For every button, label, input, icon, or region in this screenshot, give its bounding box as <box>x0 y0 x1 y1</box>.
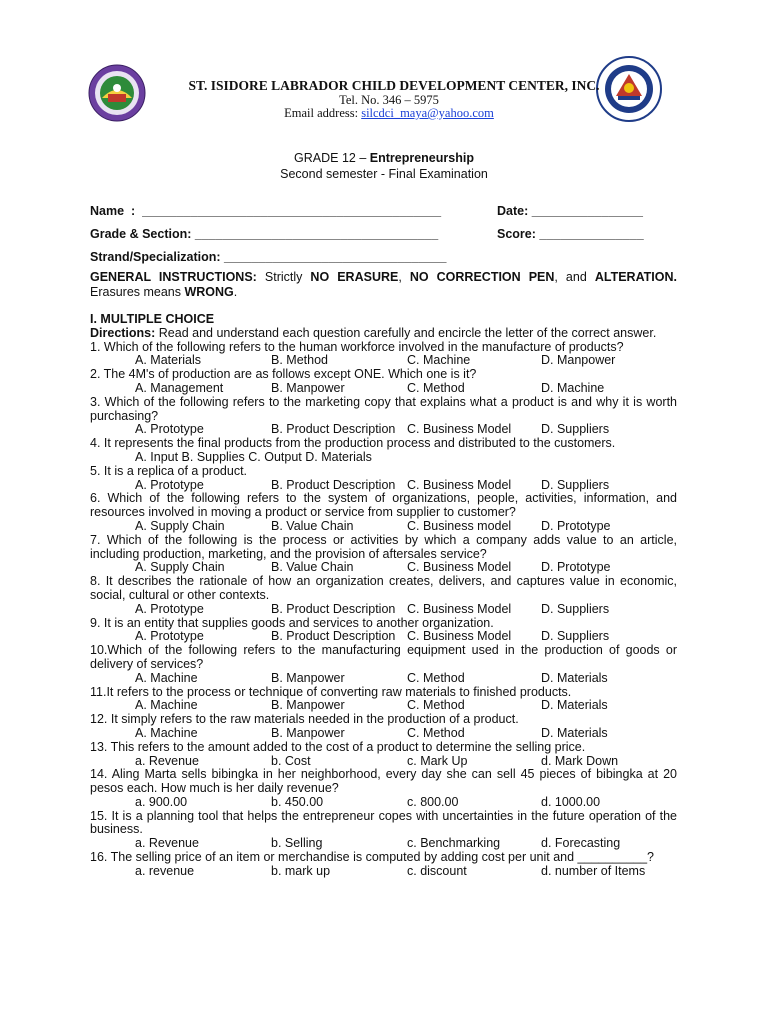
answer-option[interactable]: A. Prototype <box>135 629 204 644</box>
options-row <box>90 672 677 686</box>
answer-option[interactable]: B. Manpower <box>271 670 345 685</box>
answer-option[interactable]: a. Revenue <box>135 836 199 851</box>
answer-option[interactable]: C. Machine <box>407 353 471 368</box>
answer-option[interactable]: C. Business model <box>407 518 512 533</box>
exam-subtitle: Second semester - Final Examination <box>280 167 488 181</box>
answer-option[interactable]: c. 800.00 <box>407 794 459 809</box>
instructions-bold: WRONG <box>184 285 234 299</box>
email-link[interactable]: silcdci_maya@yahoo.com <box>361 106 494 120</box>
answer-option[interactable]: B. Product Description <box>271 477 396 492</box>
options-row <box>90 423 677 437</box>
answer-option[interactable]: D. Manpower <box>541 353 616 368</box>
options-row <box>90 479 677 493</box>
options-row <box>90 354 677 368</box>
question-text: 6. Which of the following refers to the system of organizations, people, activities, information, and resources involved in moving a product or service from supplier to customer? <box>90 491 677 520</box>
answer-option[interactable]: C. Business Model <box>407 601 512 616</box>
answer-option[interactable]: B. Value Chain <box>271 560 354 575</box>
instructions-text: Erasures means <box>90 285 185 299</box>
answer-option[interactable]: d. 1000.00 <box>541 794 601 809</box>
instructions-label: GENERAL INSTRUCTIONS: <box>90 270 257 284</box>
question-text: 10.Which of the following refers to the manufacturing equipment used in the production of goods or delivery of services? <box>90 643 677 671</box>
answer-option[interactable]: B. Value Chain <box>271 518 354 533</box>
options-row <box>90 561 677 575</box>
answer-option[interactable]: D. Suppliers <box>541 601 610 616</box>
question-text: 12. It simply refers to the raw materials needed in the production of a product. <box>90 712 519 727</box>
answer-option[interactable]: B. Manpower <box>271 380 345 395</box>
exam-title <box>0 151 768 165</box>
answer-option[interactable]: a. 900.00 <box>135 794 188 809</box>
grade-label: GRADE 12 – <box>294 151 370 165</box>
answer-option[interactable]: C. Business Model <box>407 560 512 575</box>
answer-option[interactable]: D. Prototype <box>541 560 611 575</box>
answer-option[interactable]: C. Method <box>407 698 465 713</box>
question-text: 2. The 4M's of production are as follows except ONE. Which one is it? <box>90 367 477 382</box>
answer-option[interactable]: C. Business Model <box>407 629 512 644</box>
answer-option[interactable]: A. Supply Chain <box>135 560 225 575</box>
answer-option[interactable]: C. Method <box>407 670 465 685</box>
options-row <box>90 451 677 465</box>
answer-option[interactable]: b. Selling <box>271 836 323 851</box>
answer-option[interactable]: A. Prototype <box>135 477 204 492</box>
options-row <box>90 755 677 769</box>
answer-option[interactable]: d. Mark Down <box>541 753 619 768</box>
instructions-bold: ALTERATION. <box>594 270 677 284</box>
answer-option[interactable]: A. Management <box>135 380 224 395</box>
question-text: 8. It describes the rationale of how an organization creates, delivers, and captures value in economic, social, cultural or other contexts. <box>90 574 677 602</box>
grade-section-field[interactable]: Grade & Section: ___________________________________ <box>90 227 439 241</box>
answer-option[interactable]: B. Product Description <box>271 422 396 437</box>
answer-option[interactable]: A. Machine <box>135 670 198 685</box>
name-field[interactable]: Name : ___________________________________________ <box>90 204 442 218</box>
directions-text: Read and understand each question carefully and encircle the letter of the correct answer. <box>155 325 657 340</box>
answer-option[interactable]: B. Manpower <box>271 725 345 740</box>
options-row <box>90 865 677 879</box>
answer-option[interactable]: b. 450.00 <box>271 794 324 809</box>
answer-option[interactable]: C. Method <box>407 380 465 395</box>
exam-content <box>90 313 677 879</box>
answer-option[interactable]: D. Suppliers <box>541 477 610 492</box>
answer-option[interactable]: D. Materials <box>541 698 608 713</box>
question-text: 11.It refers to the process or technique of converting raw materials to finished products. <box>90 684 572 699</box>
instructions-text: , <box>398 270 410 284</box>
answer-option[interactable]: D. Prototype <box>541 518 611 533</box>
question-text: 3. Which of the following refers to the marketing copy that explains what a product is and why it is worth purchasing? <box>90 394 677 423</box>
question-text: 14. Aling Marta sells bibingka in her neighborhood, every day she can sell 45 pieces of bibingka at 20 pesos each. How much is her daily revenue? <box>90 767 677 796</box>
directions <box>90 327 677 341</box>
question-text: 15. It is a planning tool that helps the entrepreneur copes with uncertainties in the future operation of the business. <box>90 808 677 837</box>
answer-option[interactable]: D. Materials <box>541 670 608 685</box>
options-row <box>90 727 677 741</box>
strand-field[interactable]: Strand/Specialization: ________________________________ <box>90 250 447 264</box>
date-field[interactable]: Date: ________________ <box>497 204 643 218</box>
answer-option[interactable]: c. Benchmarking <box>407 836 501 851</box>
instructions-text: Strictly <box>256 270 311 284</box>
telephone: Tel. No. 346 – 5975 <box>339 93 439 107</box>
options-row <box>90 796 677 810</box>
options-row <box>90 520 677 534</box>
options-row <box>90 603 677 617</box>
answer-option[interactable]: D. Materials <box>541 725 608 740</box>
email-label: Email address: <box>284 106 362 120</box>
answer-option[interactable]: b. Cost <box>271 753 311 768</box>
question-text: 13. This refers to the amount added to the cost of a product to determine the selling price. <box>90 739 586 754</box>
answer-option[interactable]: A. Machine <box>135 698 198 713</box>
answer-option[interactable]: d. Forecasting <box>541 836 621 851</box>
instructions-text: . <box>233 285 238 299</box>
options-row <box>90 382 677 396</box>
instructions-bold: NO ERASURE <box>310 270 399 284</box>
answer-option[interactable]: B. Manpower <box>271 698 345 713</box>
question-list <box>90 341 677 879</box>
answer-option[interactable]: c. discount <box>407 863 467 878</box>
email-line <box>5 106 768 121</box>
answer-option[interactable]: a. Revenue <box>135 753 199 768</box>
general-instructions <box>90 270 677 300</box>
question-text: 4. It represents the final products from the production process and distributed to the customers. <box>90 436 616 451</box>
question-text: 1. Which of the following refers to the human workforce involved in the manufacture of products? <box>90 339 624 354</box>
option-inline[interactable]: A. Input B. Supplies C. Output D. Materials <box>135 449 372 464</box>
directions-label: Directions: <box>90 325 156 340</box>
instructions-text: , and <box>554 270 595 284</box>
answer-option[interactable]: C. Business Model <box>407 422 512 437</box>
answer-option[interactable]: A. Prototype <box>135 422 204 437</box>
answer-option[interactable]: B. Product Description <box>271 601 396 616</box>
section-title: I. MULTIPLE CHOICE <box>90 312 215 326</box>
answer-option[interactable]: B. Product Description <box>271 629 396 644</box>
answer-option[interactable]: D. Machine <box>541 380 605 395</box>
school-name: ST. ISIDORE LABRADOR CHILD DEVELOPMENT CENTER, INC. <box>188 78 600 93</box>
subject: Entrepreneurship <box>369 151 474 165</box>
answer-option[interactable]: A. Materials <box>135 353 201 368</box>
answer-option[interactable]: C. Business Model <box>407 477 512 492</box>
question-text: 9. It is an entity that supplies goods and services to another organization. <box>90 615 494 630</box>
options-row <box>90 630 677 644</box>
question-text: 5. It is a replica of a product. <box>90 463 248 478</box>
answer-option[interactable]: D. Suppliers <box>541 422 610 437</box>
options-row <box>90 699 677 713</box>
answer-option[interactable]: D. Suppliers <box>541 629 610 644</box>
answer-option[interactable]: B. Method <box>271 353 328 368</box>
answer-option[interactable]: A. Prototype <box>135 601 204 616</box>
options-row <box>90 837 677 851</box>
answer-option[interactable]: a. revenue <box>135 863 195 878</box>
answer-option[interactable]: C. Method <box>407 725 465 740</box>
answer-option[interactable]: b. mark up <box>271 863 331 878</box>
answer-option[interactable]: A. Supply Chain <box>135 518 225 533</box>
answer-option[interactable]: c. Mark Up <box>407 753 468 768</box>
instructions-bold: NO CORRECTION PEN <box>409 270 555 284</box>
score-field[interactable]: Score: _______________ <box>497 227 644 241</box>
answer-option[interactable]: A. Machine <box>135 725 198 740</box>
question-text: 16. The selling price of an item or merchandise is computed by adding cost per unit and __________? <box>90 850 655 865</box>
answer-option[interactable]: d. number of Items <box>541 863 646 878</box>
question-text: 7. Which of the following is the process or activities by which a company adds value to an article, including production, marketing, and the provision of aftersales service? <box>90 532 677 561</box>
